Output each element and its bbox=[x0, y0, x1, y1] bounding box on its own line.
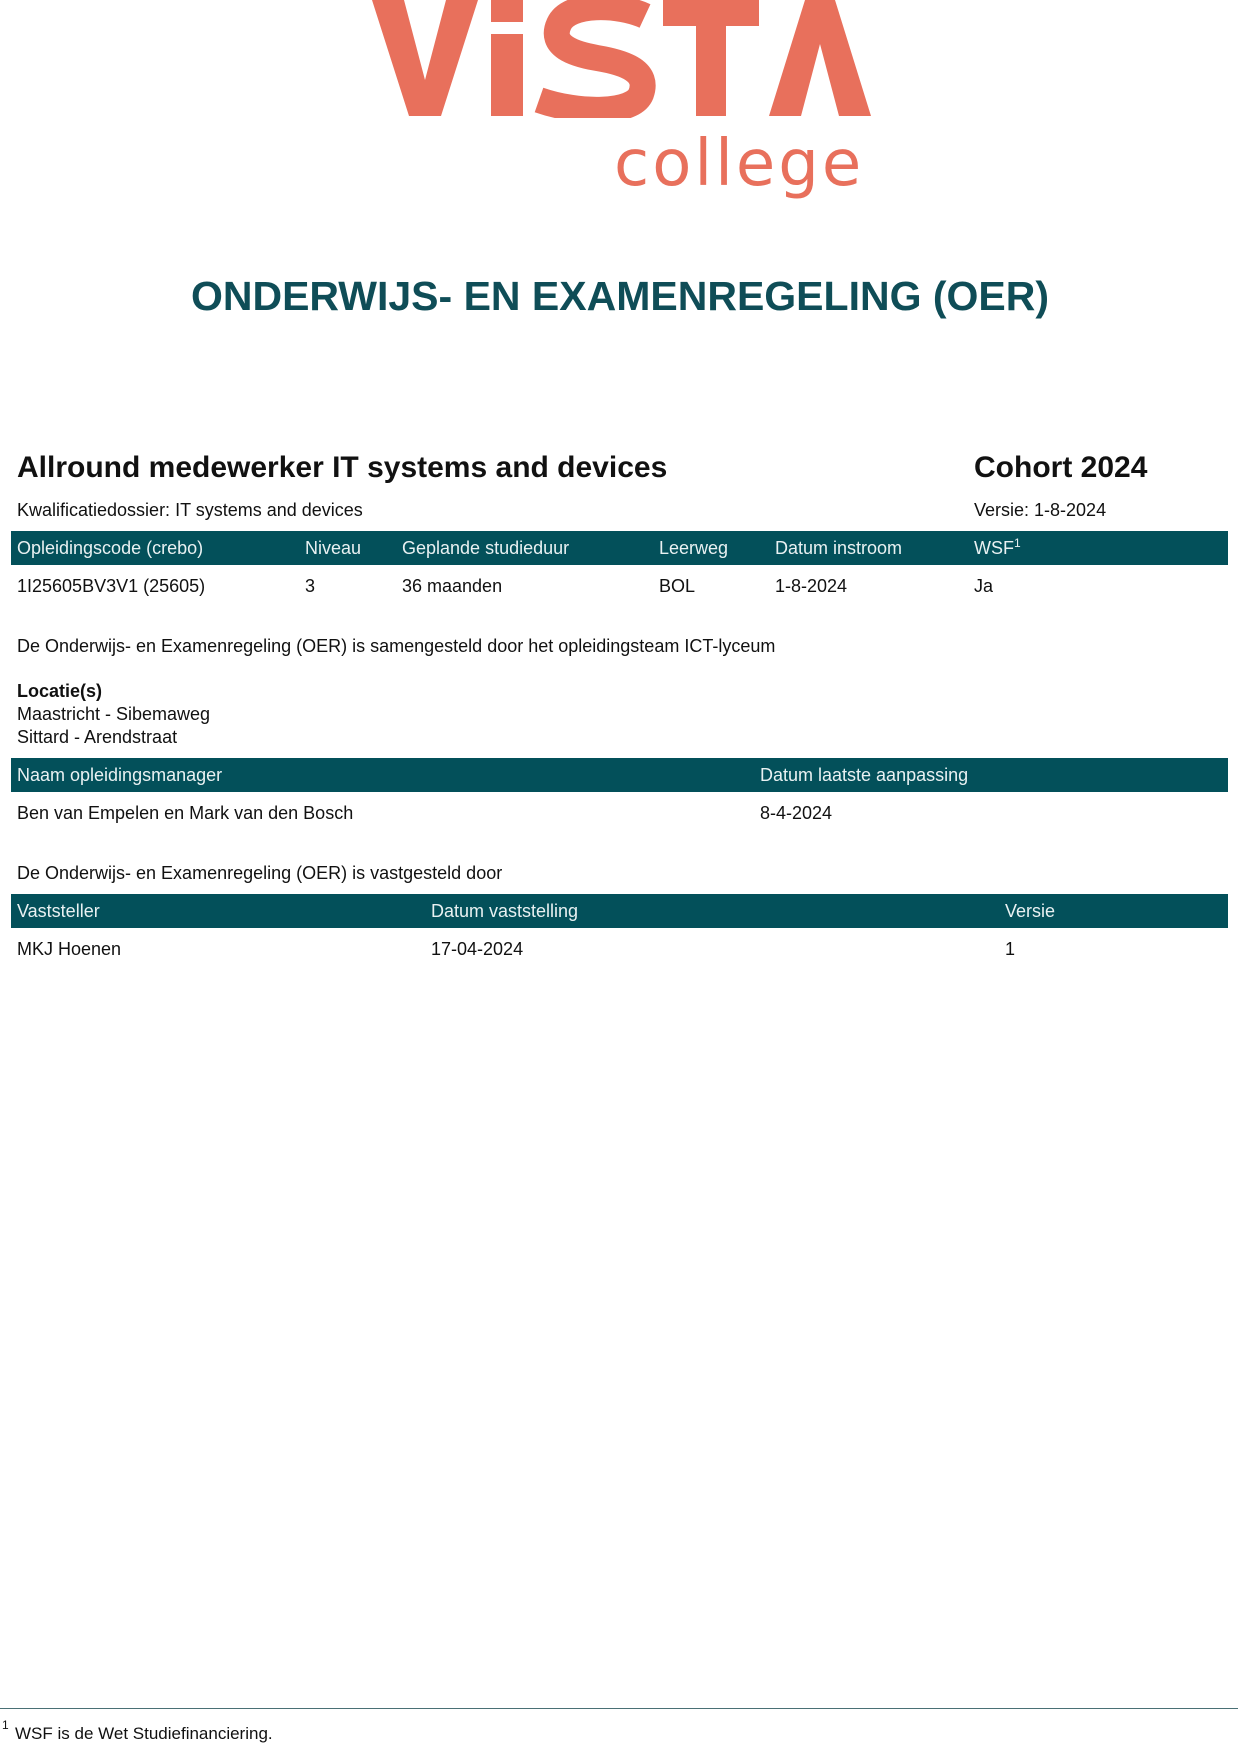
header-wsf-label: WSF bbox=[974, 538, 1014, 558]
header-crebo: Opleidingscode (crebo) bbox=[17, 538, 204, 558]
cell-opleidingsmanager: Ben van Empelen en Mark van den Bosch bbox=[17, 803, 354, 823]
location-item: Maastricht - Sibemaweg bbox=[17, 704, 211, 724]
qualification-file: Kwalificatiedossier: IT systems and devices bbox=[17, 500, 363, 520]
cell-niveau: 3 bbox=[305, 576, 316, 596]
table-row bbox=[11, 575, 1228, 597]
table-row bbox=[11, 802, 1228, 824]
logo-subtitle: college bbox=[614, 127, 865, 201]
header-niveau: Niveau bbox=[305, 538, 362, 558]
logo-letter-s bbox=[539, 7, 645, 110]
cell-studieduur: 36 maanden bbox=[402, 576, 503, 596]
location-item: Sittard - Arendstraat bbox=[17, 727, 178, 747]
footnote-marker: 1 bbox=[2, 1718, 9, 1732]
cell-wsf: Ja bbox=[974, 576, 994, 596]
cell-leerweg: BOL bbox=[659, 576, 696, 596]
logo-letter-i-dot bbox=[491, 0, 523, 22]
program-table-header bbox=[11, 531, 1228, 565]
cell-vaststeller: MKJ Hoenen bbox=[17, 939, 122, 959]
manager-table-header bbox=[11, 758, 1228, 792]
header-leerweg: Leerweg bbox=[659, 538, 729, 558]
header-versie: Versie bbox=[1005, 901, 1056, 921]
footnote-reference: 1 bbox=[1014, 536, 1021, 550]
logo-letter-a bbox=[769, 0, 871, 116]
logo-letter-t-stem bbox=[696, 0, 726, 116]
footnote-divider bbox=[0, 1708, 1238, 1709]
header-vaststeller: Vaststeller bbox=[17, 901, 100, 921]
vista-wordmark-letters bbox=[372, 0, 871, 116]
header-opleidingsmanager: Naam opleidingsmanager bbox=[17, 765, 223, 785]
locations-heading: Locatie(s) bbox=[17, 681, 103, 701]
logo-letter-i-stem bbox=[491, 34, 523, 116]
table-row bbox=[11, 938, 1228, 960]
cell-laatste-aanpassing: 8-4-2024 bbox=[760, 803, 833, 823]
header-datum-instroom: Datum instroom bbox=[775, 538, 903, 558]
header-laatste-aanpassing: Datum laatste aanpassing bbox=[760, 765, 969, 785]
document-title: ONDERWIJS- EN EXAMENREGELING (OER) bbox=[190, 273, 1050, 319]
version-label: Versie: 1-8-2024 bbox=[974, 500, 1107, 520]
cell-versie: 1 bbox=[1005, 939, 1016, 959]
established-by-text: De Onderwijs- en Examenregeling (OER) is vastgesteld door bbox=[17, 863, 503, 883]
cell-datum-vaststelling: 17-04-2024 bbox=[431, 939, 524, 959]
vista-wordmark-logo bbox=[369, 0, 871, 118]
logo-letter-v bbox=[372, 0, 478, 116]
header-datum-vaststelling: Datum vaststelling bbox=[431, 901, 579, 921]
cell-crebo: 1I25605BV3V1 (25605) bbox=[17, 576, 206, 596]
establish-table-header bbox=[11, 894, 1228, 928]
cohort-label: Cohort 2024 bbox=[974, 451, 1148, 484]
footnote-text: WSF is de Wet Studiefinanciering. bbox=[15, 1724, 273, 1743]
header-wsf bbox=[974, 531, 1021, 565]
program-name: Allround medewerker IT systems and devices bbox=[17, 451, 668, 484]
header-studieduur: Geplande studieduur bbox=[402, 538, 570, 558]
cell-datum-instroom: 1-8-2024 bbox=[775, 576, 848, 596]
composed-by-text: De Onderwijs- en Examenregeling (OER) is samengesteld door het opleidingsteam ICT-lyceum bbox=[17, 636, 776, 656]
